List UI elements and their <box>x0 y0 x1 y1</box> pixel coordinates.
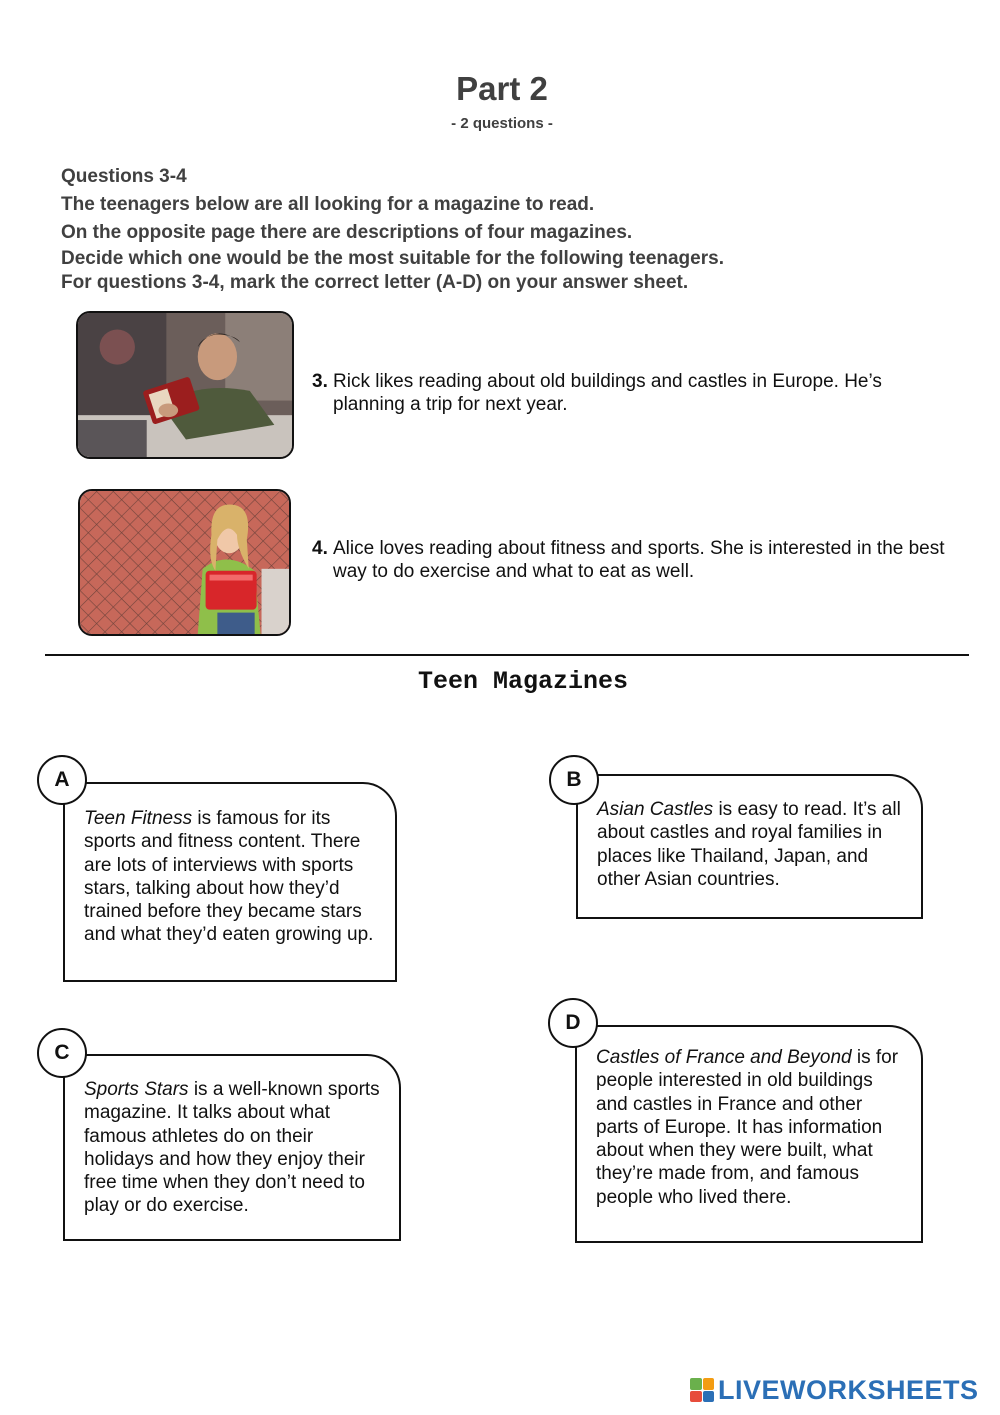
instruction-line: For questions 3-4, mark the correct letter (A-D) on your answer sheet. <box>61 272 689 293</box>
magazine-name: Teen Fitness <box>84 808 193 829</box>
liveworksheets-logo <box>690 1372 979 1408</box>
magazine-letter-badge-a: A <box>37 755 87 805</box>
magazine-card-c <box>63 1054 401 1241</box>
magazine-card-b <box>576 774 923 919</box>
magazine-name: Sports Stars <box>84 1079 189 1100</box>
magazine-description: is a well-known sports magazine. It talks about what famous athletes do on their holidays and how they enjoy their free time when they don’t need to play or do exercise. <box>84 1079 380 1217</box>
boy-reading-photo <box>76 311 294 459</box>
instruction-line: Decide which one would be the most suitable for the following teenagers. <box>61 248 724 269</box>
instructions-heading: Questions 3-4 <box>61 166 187 187</box>
instruction-line: The teenagers below are all looking for a magazine to read. <box>61 194 595 215</box>
girl-with-folder-photo <box>78 489 291 636</box>
question-3 <box>312 370 952 416</box>
magazine-description: is for people interested in old buildings and castles in France and other parts of Europe. It has information about when they were built, what they’re made from, and famous people who lived there. <box>596 1047 899 1208</box>
question-4 <box>312 537 952 583</box>
magazine-description: is easy to read. It’s all about castles and royal families in places like Thailand, Japan, and other Asian countries. <box>597 799 901 890</box>
liveworksheets-brand-text: LIVEWORKSHEETS <box>718 1374 979 1405</box>
girl-with-folder-illustration <box>80 491 289 634</box>
magazine-card-a <box>63 782 397 982</box>
question-text: Alice loves reading about fitness and sports. She is interested in the best way to do exercise and what to eat as well. <box>333 538 945 582</box>
question-number: 3. <box>312 371 328 392</box>
section-title: Teen Magazines <box>418 667 629 696</box>
magazine-letter-badge-b: B <box>549 755 599 805</box>
instruction-line: On the opposite page there are descriptions of four magazines. <box>61 222 633 243</box>
question-text: Rick likes reading about old buildings and castles in Europe. He’s planning a trip for next year. <box>333 371 882 415</box>
page-title: Part 2 <box>456 70 548 107</box>
magazine-letter-badge-c: C <box>37 1028 87 1078</box>
page-subtitle: - 2 questions - <box>451 115 553 132</box>
instructions-block <box>61 163 961 295</box>
boy-reading-illustration <box>78 313 292 457</box>
liveworksheets-logo-icon <box>690 1378 714 1402</box>
magazine-name: Castles of France and Beyond <box>596 1047 852 1068</box>
magazine-description: is famous for its sports and fitness content. There are lots of interviews with sports stars, talking about how they’d trained before they became stars and what they’d eaten growing up. <box>84 808 374 946</box>
magazine-card-d <box>575 1025 923 1243</box>
section-divider <box>45 654 969 656</box>
question-number: 4. <box>312 538 328 559</box>
magazine-name: Asian Castles <box>597 799 714 820</box>
magazine-letter-badge-d: D <box>548 998 598 1048</box>
